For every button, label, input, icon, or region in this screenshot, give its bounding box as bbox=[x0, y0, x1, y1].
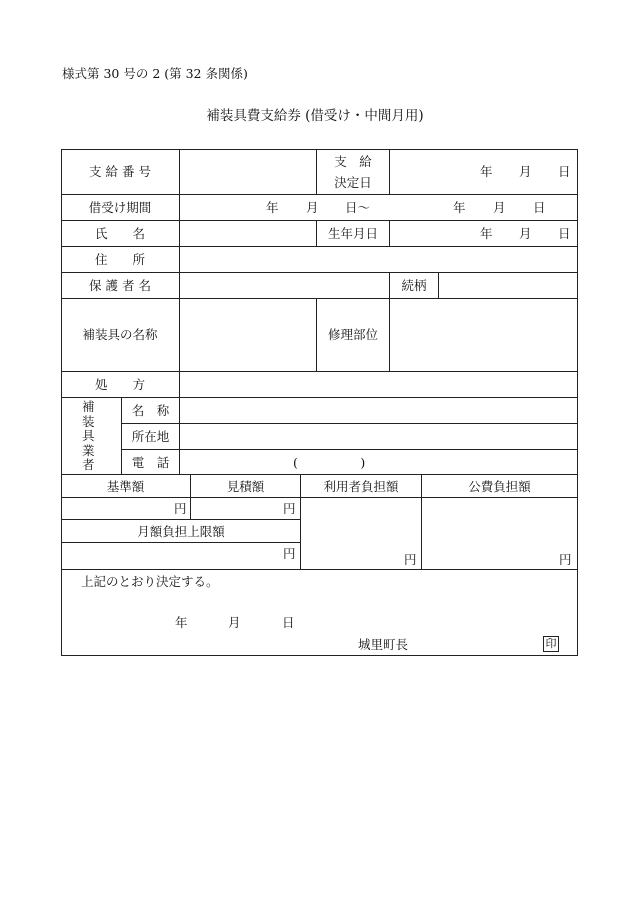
birth-day-unit: 日 bbox=[558, 226, 571, 241]
vendor-label: 補装具業者 bbox=[82, 399, 95, 472]
decision-day-unit: 日 bbox=[558, 164, 571, 179]
address-value[interactable] bbox=[180, 247, 577, 272]
device-name-label: 補装具の名称 bbox=[82, 327, 158, 342]
standard-amount-label: 基準額 bbox=[106, 479, 145, 494]
birth-date-label: 生年月日 bbox=[327, 226, 378, 241]
seal-mark: 印 bbox=[543, 636, 559, 652]
estimate-amount-yen: 円 bbox=[283, 501, 296, 516]
payment-decision-label: 支 給 bbox=[334, 154, 372, 169]
monthly-cap-label: 月額負担上限額 bbox=[137, 524, 225, 539]
footer-month-unit: 月 bbox=[228, 615, 241, 630]
period-end-month-unit: 月 bbox=[493, 200, 506, 215]
estimate-amount-label: 見積額 bbox=[226, 479, 265, 494]
rental-period-label: 借受け期間 bbox=[88, 200, 152, 215]
repair-part-label: 修理部位 bbox=[327, 327, 378, 342]
period-end-day-unit: 日 bbox=[533, 200, 546, 215]
document-title: 補装具費支給券 (借受け・中間月用) bbox=[206, 108, 424, 124]
vendor-phone-label: 電 話 bbox=[131, 455, 170, 470]
public-burden-label: 公費負担額 bbox=[468, 479, 531, 494]
vendor-location-label: 所在地 bbox=[131, 429, 170, 444]
relationship-value[interactable] bbox=[439, 273, 577, 298]
repair-part-value[interactable] bbox=[390, 299, 577, 371]
payment-number-value[interactable] bbox=[180, 150, 316, 194]
period-start-month-unit: 月 bbox=[306, 200, 319, 215]
vendor-phone-parens: ( ) bbox=[293, 455, 366, 470]
device-name-value[interactable] bbox=[180, 299, 316, 371]
decision-statement: 上記のとおり決定する。 bbox=[81, 574, 219, 589]
footer-year-unit: 年 bbox=[175, 615, 188, 630]
birth-year-unit: 年 bbox=[480, 226, 493, 241]
period-end-year-unit: 年 bbox=[453, 200, 466, 215]
decision-month-unit: 月 bbox=[519, 164, 532, 179]
prescription-value[interactable] bbox=[180, 372, 577, 397]
user-burden-yen: 円 bbox=[404, 552, 417, 567]
guardian-value[interactable] bbox=[180, 273, 389, 298]
authority-name: 城里町長 bbox=[358, 637, 409, 652]
vendor-location-value[interactable] bbox=[180, 424, 577, 449]
period-start-year-unit: 年 bbox=[266, 200, 279, 215]
relationship-label: 続柄 bbox=[401, 278, 427, 293]
footer-day-unit: 日 bbox=[282, 615, 295, 630]
name-value[interactable] bbox=[180, 221, 316, 246]
form-reference: 様式第 30 号の 2 (第 32 条関係) bbox=[62, 66, 248, 81]
user-burden-label: 利用者負担額 bbox=[323, 479, 399, 494]
standard-amount-yen: 円 bbox=[174, 501, 187, 516]
vendor-name-label: 名 称 bbox=[131, 403, 170, 418]
name-label: 氏 名 bbox=[94, 226, 145, 241]
vendor-name-value[interactable] bbox=[180, 398, 577, 423]
decision-year-unit: 年 bbox=[480, 164, 493, 179]
guardian-label: 保 護 者 名 bbox=[89, 278, 151, 293]
address-label: 住 所 bbox=[94, 252, 145, 267]
payment-decision-label-2: 決定日 bbox=[334, 175, 372, 190]
birth-month-unit: 月 bbox=[519, 226, 532, 241]
prescription-label: 処 方 bbox=[94, 377, 145, 392]
monthly-cap-yen: 円 bbox=[283, 546, 296, 561]
period-separator: 日〜 bbox=[345, 200, 371, 215]
payment-number-label: 支 給 番 号 bbox=[89, 164, 151, 179]
public-burden-yen: 円 bbox=[559, 552, 572, 567]
